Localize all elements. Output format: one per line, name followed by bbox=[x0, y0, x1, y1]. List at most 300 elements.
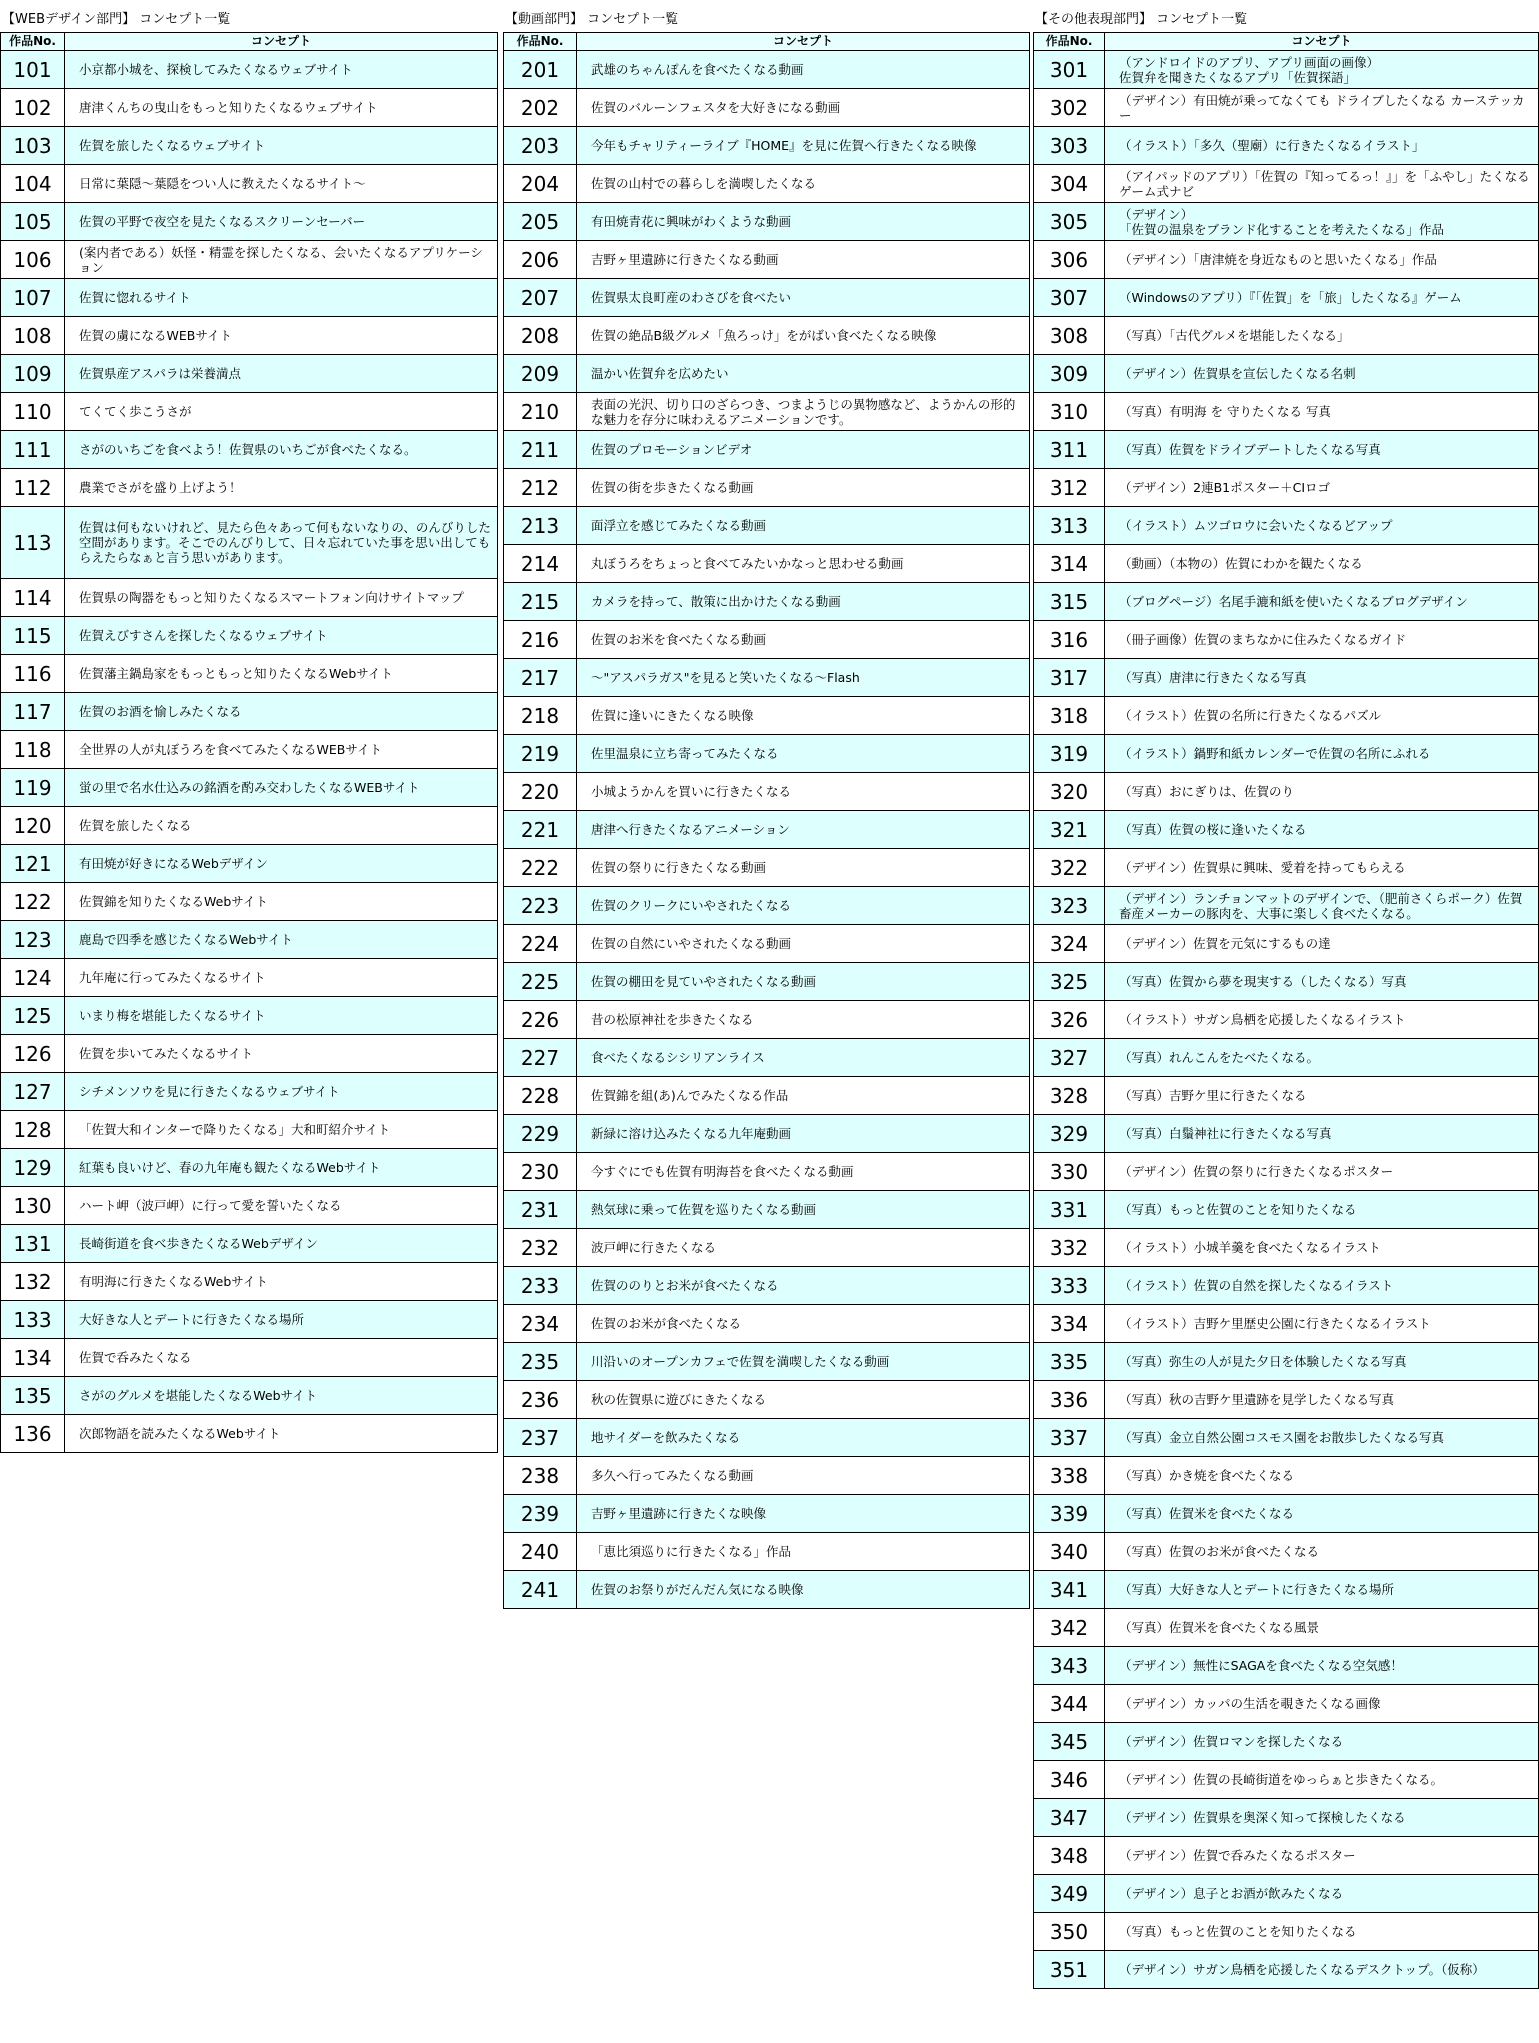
table-row bbox=[504, 1115, 1030, 1153]
concept-text: 佐賀で呑みたくなる bbox=[65, 1339, 498, 1377]
table-row bbox=[1034, 1913, 1539, 1951]
concept-text: 佐賀のプロモーションビデオ bbox=[577, 431, 1030, 469]
table-row bbox=[504, 355, 1030, 393]
concept-text: （写真）秋の吉野ケ里遺跡を見学したくなる写真 bbox=[1105, 1381, 1539, 1419]
work-number: 134 bbox=[1, 1339, 65, 1377]
table-row bbox=[1034, 1495, 1539, 1533]
concept-text: さがのいちごを食べよう！佐賀県のいちごが食べたくなる。 bbox=[65, 431, 498, 469]
table-row bbox=[1, 769, 498, 807]
concept-text: 佐賀は何もないけれど、見たら色々あって何もないなりの、のんびりした空間があります。そこでのんびりして、日々忘れていた事を思い出してもらえたらなぁと言う思いがあります。 bbox=[65, 507, 498, 579]
work-number: 208 bbox=[504, 317, 577, 355]
concept-text: 佐賀県の陶器をもっと知りたくなるスマートフォン向けサイトマップ bbox=[65, 579, 498, 617]
work-number: 119 bbox=[1, 769, 65, 807]
concept-text: （デザイン）佐賀県に興味、愛着を持ってもらえる bbox=[1105, 849, 1539, 887]
work-number: 348 bbox=[1034, 1837, 1105, 1875]
work-number: 331 bbox=[1034, 1191, 1105, 1229]
work-number: 133 bbox=[1, 1301, 65, 1339]
concept-text: 佐賀のお酒を愉しみたくなる bbox=[65, 693, 498, 731]
work-number: 213 bbox=[504, 507, 577, 545]
concept-text: 次郎物語を読みたくなるWebサイト bbox=[65, 1415, 498, 1453]
work-number: 312 bbox=[1034, 469, 1105, 507]
concept-text: （デザイン）佐賀の祭りに行きたくなるポスター bbox=[1105, 1153, 1539, 1191]
concept-text: （デザイン）佐賀を元気にするもの達 bbox=[1105, 925, 1539, 963]
work-number: 330 bbox=[1034, 1153, 1105, 1191]
work-number: 341 bbox=[1034, 1571, 1105, 1609]
table-row bbox=[1, 203, 498, 241]
concept-text: （デザイン）佐賀で呑みたくなるポスター bbox=[1105, 1837, 1539, 1875]
concept-text: 佐賀県産アスパラは栄養満点 bbox=[65, 355, 498, 393]
work-number: 106 bbox=[1, 241, 65, 279]
header-concept: コンセプト bbox=[65, 33, 498, 51]
work-number: 117 bbox=[1, 693, 65, 731]
work-number: 329 bbox=[1034, 1115, 1105, 1153]
concept-text: 佐賀の祭りに行きたくなる動画 bbox=[577, 849, 1030, 887]
table-row bbox=[1, 317, 498, 355]
concept-text: 佐賀の自然にいやされたくなる動画 bbox=[577, 925, 1030, 963]
table-row bbox=[1, 579, 498, 617]
other-expression-section bbox=[1033, 8, 1539, 1989]
table-row bbox=[1034, 165, 1539, 203]
concept-text: てくてく歩こうさが bbox=[65, 393, 498, 431]
concept-text: 紅葉も良いけど、春の九年庵も観たくなるWebサイト bbox=[65, 1149, 498, 1187]
table-row bbox=[1, 355, 498, 393]
table-row bbox=[1034, 925, 1539, 963]
concept-text: 佐賀のクリークにいやされたくなる bbox=[577, 887, 1030, 925]
table-row bbox=[1034, 1761, 1539, 1799]
concept-text: 鹿島で四季を感じたくなるWebサイト bbox=[65, 921, 498, 959]
work-number: 126 bbox=[1, 1035, 65, 1073]
work-number: 334 bbox=[1034, 1305, 1105, 1343]
concept-text: （イラスト）佐賀の自然を探したくなるイラスト bbox=[1105, 1267, 1539, 1305]
table-row bbox=[1034, 469, 1539, 507]
work-number: 351 bbox=[1034, 1951, 1105, 1989]
table-row bbox=[504, 507, 1030, 545]
concept-text: （写真）唐津に行きたくなる写真 bbox=[1105, 659, 1539, 697]
work-number: 216 bbox=[504, 621, 577, 659]
work-number: 225 bbox=[504, 963, 577, 1001]
header-concept: コンセプト bbox=[577, 33, 1030, 51]
table-row bbox=[504, 317, 1030, 355]
work-number: 343 bbox=[1034, 1647, 1105, 1685]
work-number: 228 bbox=[504, 1077, 577, 1115]
work-number: 105 bbox=[1, 203, 65, 241]
table-row bbox=[504, 849, 1030, 887]
table-row bbox=[1034, 1799, 1539, 1837]
concept-text: 佐賀のお祭りがだんだん気になる映像 bbox=[577, 1571, 1030, 1609]
work-number: 226 bbox=[504, 1001, 577, 1039]
table-row bbox=[1, 89, 498, 127]
work-number: 238 bbox=[504, 1457, 577, 1495]
work-number: 113 bbox=[1, 507, 65, 579]
work-number: 310 bbox=[1034, 393, 1105, 431]
work-number: 237 bbox=[504, 1419, 577, 1457]
concept-text: （冊子画像）佐賀のまちなかに住みたくなるガイド bbox=[1105, 621, 1539, 659]
work-number: 130 bbox=[1, 1187, 65, 1225]
table-row bbox=[1, 1073, 498, 1111]
work-number: 135 bbox=[1, 1377, 65, 1415]
work-number: 317 bbox=[1034, 659, 1105, 697]
work-number: 205 bbox=[504, 203, 577, 241]
work-number: 328 bbox=[1034, 1077, 1105, 1115]
concept-table bbox=[1033, 32, 1539, 1989]
table-row bbox=[1, 1339, 498, 1377]
work-number: 110 bbox=[1, 393, 65, 431]
work-number: 221 bbox=[504, 811, 577, 849]
concept-text: 佐賀錦を知りたくなるWebサイト bbox=[65, 883, 498, 921]
concept-text: （写真）有明海 を 守りたくなる 写真 bbox=[1105, 393, 1539, 431]
work-number: 209 bbox=[504, 355, 577, 393]
work-number: 116 bbox=[1, 655, 65, 693]
work-number: 122 bbox=[1, 883, 65, 921]
work-number: 308 bbox=[1034, 317, 1105, 355]
section-title: 【その他表現部門】 コンセプト一覧 bbox=[1035, 12, 1248, 27]
work-number: 325 bbox=[1034, 963, 1105, 1001]
table-row bbox=[504, 1267, 1030, 1305]
work-number: 337 bbox=[1034, 1419, 1105, 1457]
header-work-no: 作品No. bbox=[504, 33, 577, 51]
work-number: 320 bbox=[1034, 773, 1105, 811]
concept-text: 新緑に溶け込みたくなる九年庵動画 bbox=[577, 1115, 1030, 1153]
concept-text: 佐賀の平野で夜空を見たくなるスクリーンセーバー bbox=[65, 203, 498, 241]
table-row bbox=[504, 127, 1030, 165]
work-number: 327 bbox=[1034, 1039, 1105, 1077]
concept-text: （写真）佐賀をドライブデートしたくなる写真 bbox=[1105, 431, 1539, 469]
table-row bbox=[1034, 1039, 1539, 1077]
concept-text: ～"アスパラガス"を見ると笑いたくなる～Flash bbox=[577, 659, 1030, 697]
table-row bbox=[1034, 1229, 1539, 1267]
work-number: 103 bbox=[1, 127, 65, 165]
table-row bbox=[1, 1263, 498, 1301]
concept-text: 佐賀ののりとお米が食べたくなる bbox=[577, 1267, 1030, 1305]
concept-text: 九年庵に行ってみたくなるサイト bbox=[65, 959, 498, 997]
concept-text: 全世界の人が丸ぼうろを食べてみたくなるWEBサイト bbox=[65, 731, 498, 769]
table-row bbox=[1034, 1875, 1539, 1913]
concept-text: （デザイン）有田焼が乗ってなくても ドライブしたくなる カーステッカー bbox=[1105, 89, 1539, 127]
table-row bbox=[1, 997, 498, 1035]
table-row bbox=[504, 165, 1030, 203]
concept-text: (案内者である）妖怪・精霊を探したくなる、会いたくなるアプリケーション bbox=[65, 241, 498, 279]
section-title: 【WEBデザイン部門】 コンセプト一覧 bbox=[2, 12, 231, 27]
work-number: 307 bbox=[1034, 279, 1105, 317]
table-row bbox=[504, 1381, 1030, 1419]
concept-text: 川沿いのオープンカフェで佐賀を満喫したくなる動画 bbox=[577, 1343, 1030, 1381]
table-row bbox=[1034, 621, 1539, 659]
table-row bbox=[504, 1305, 1030, 1343]
concept-text: 丸ぼうろをちょっと食べてみたいかなっと思わせる動画 bbox=[577, 545, 1030, 583]
concept-text: （デザイン）「唐津焼を身近なものと思いたくなる」作品 bbox=[1105, 241, 1539, 279]
table-row bbox=[504, 1153, 1030, 1191]
table-row bbox=[1034, 659, 1539, 697]
concept-text: 有明海に行きたくなるWebサイト bbox=[65, 1263, 498, 1301]
concept-text: （写真）佐賀米を食べたくなる風景 bbox=[1105, 1609, 1539, 1647]
table-row bbox=[1034, 1951, 1539, 1989]
work-number: 215 bbox=[504, 583, 577, 621]
concept-text: （イラスト）鍋野和紙カレンダーで佐賀の名所にふれる bbox=[1105, 735, 1539, 773]
work-number: 324 bbox=[1034, 925, 1105, 963]
table-row bbox=[504, 1077, 1030, 1115]
concept-text: 佐賀のバルーンフェスタを大好きになる動画 bbox=[577, 89, 1030, 127]
concept-text: （デザイン）佐賀県を宣伝したくなる名刺 bbox=[1105, 355, 1539, 393]
concept-text: （デザイン）2連B1ポスター＋CIロゴ bbox=[1105, 469, 1539, 507]
table-row bbox=[1, 959, 498, 997]
work-number: 340 bbox=[1034, 1533, 1105, 1571]
concept-text: 唐津へ行きたくなるアニメーション bbox=[577, 811, 1030, 849]
table-row bbox=[1, 845, 498, 883]
table-row bbox=[1034, 773, 1539, 811]
concept-text: 佐賀を旅したくなる bbox=[65, 807, 498, 845]
concept-text: （Windowsのアプリ）『「佐賀」を「旅」したくなる』ゲーム bbox=[1105, 279, 1539, 317]
work-number: 128 bbox=[1, 1111, 65, 1149]
concept-text: 日常に葉隠～葉隠をつい人に教えたくなるサイト～ bbox=[65, 165, 498, 203]
table-row bbox=[1034, 127, 1539, 165]
table-row bbox=[1, 51, 498, 89]
work-number: 212 bbox=[504, 469, 577, 507]
table-row bbox=[504, 1495, 1030, 1533]
table-row bbox=[1, 617, 498, 655]
concept-text: （デザイン）無性にSAGAを食べたくなる空気感！ bbox=[1105, 1647, 1539, 1685]
concept-text: さがのグルメを堪能したくなるWebサイト bbox=[65, 1377, 498, 1415]
work-number: 230 bbox=[504, 1153, 577, 1191]
table-row bbox=[504, 1343, 1030, 1381]
work-number: 336 bbox=[1034, 1381, 1105, 1419]
concept-text: 波戸岬に行きたくなる bbox=[577, 1229, 1030, 1267]
table-row bbox=[1034, 887, 1539, 925]
table-row bbox=[1, 1035, 498, 1073]
table-row bbox=[1, 127, 498, 165]
table-row bbox=[504, 1533, 1030, 1571]
work-number: 114 bbox=[1, 579, 65, 617]
work-number: 311 bbox=[1034, 431, 1105, 469]
concept-text: （イラスト）吉野ケ里歴史公園に行きたくなるイラスト bbox=[1105, 1305, 1539, 1343]
work-number: 108 bbox=[1, 317, 65, 355]
concept-text: （アンドロイドのアプリ、アプリ画面の画像） 佐賀弁を聞きたくなるアプリ「佐賀探語」 bbox=[1105, 51, 1539, 89]
work-number: 125 bbox=[1, 997, 65, 1035]
concept-text: （写真）れんこんをたべたくなる。 bbox=[1105, 1039, 1539, 1077]
table-row bbox=[504, 279, 1030, 317]
table-row bbox=[1034, 545, 1539, 583]
table-row bbox=[1034, 1457, 1539, 1495]
work-number: 222 bbox=[504, 849, 577, 887]
work-number: 301 bbox=[1034, 51, 1105, 89]
concept-text: （イラスト）サガン鳥栖を応援したくなるイラスト bbox=[1105, 1001, 1539, 1039]
table-row bbox=[504, 1229, 1030, 1267]
work-number: 303 bbox=[1034, 127, 1105, 165]
concept-text: （写真）佐賀米を食べたくなる bbox=[1105, 1495, 1539, 1533]
concept-text: 蛍の里で名水仕込みの銘酒を酌み交わしたくなるWEBサイト bbox=[65, 769, 498, 807]
table-row bbox=[1, 1377, 498, 1415]
concept-text: 唐津くんちの曳山をもっと知りたくなるウェブサイト bbox=[65, 89, 498, 127]
work-number: 207 bbox=[504, 279, 577, 317]
section-title: 【動画部門】 コンセプト一覧 bbox=[505, 12, 679, 27]
work-number: 350 bbox=[1034, 1913, 1105, 1951]
concept-text: 小京都小城を、探検してみたくなるウェブサイト bbox=[65, 51, 498, 89]
concept-text: 佐賀に逢いにきたくなる映像 bbox=[577, 697, 1030, 735]
concept-text: 佐賀藩主鍋島家をもっともっと知りたくなるWebサイト bbox=[65, 655, 498, 693]
table-row bbox=[504, 925, 1030, 963]
table-row bbox=[504, 887, 1030, 925]
work-number: 123 bbox=[1, 921, 65, 959]
concept-text: 「佐賀大和インターで降りたくなる」大和町紹介サイト bbox=[65, 1111, 498, 1149]
concept-text: （デザイン）カッパの生活を覗きたくなる画像 bbox=[1105, 1685, 1539, 1723]
table-row bbox=[504, 1191, 1030, 1229]
concept-text: （デザイン）佐賀ロマンを探したくなる bbox=[1105, 1723, 1539, 1761]
concept-text: 長崎街道を食べ歩きたくなるWebデザイン bbox=[65, 1225, 498, 1263]
concept-text: （写真）おにぎりは、佐賀のり bbox=[1105, 773, 1539, 811]
concept-text: 多久へ行ってみたくなる動画 bbox=[577, 1457, 1030, 1495]
table-row bbox=[504, 659, 1030, 697]
work-number: 224 bbox=[504, 925, 577, 963]
table-row bbox=[1034, 1723, 1539, 1761]
table-row bbox=[1, 921, 498, 959]
work-number: 227 bbox=[504, 1039, 577, 1077]
table-row bbox=[1034, 849, 1539, 887]
table-row bbox=[1, 1225, 498, 1263]
concept-text: 佐賀の山村での暮らしを満喫したくなる bbox=[577, 165, 1030, 203]
concept-text: 武雄のちゃんぽんを食べたくなる動画 bbox=[577, 51, 1030, 89]
work-number: 102 bbox=[1, 89, 65, 127]
concept-text: ハート岬（波戸岬）に行って愛を誓いたくなる bbox=[65, 1187, 498, 1225]
concept-text: （デザイン）佐賀県を奥深く知って探検したくなる bbox=[1105, 1799, 1539, 1837]
table-row bbox=[504, 1039, 1030, 1077]
work-number: 129 bbox=[1, 1149, 65, 1187]
concept-text: （写真）もっと佐賀のことを知りたくなる bbox=[1105, 1191, 1539, 1229]
concept-text: 佐賀県太良町産のわさびを食べたい bbox=[577, 279, 1030, 317]
concept-text: （デザイン） 「佐賀の温泉をブランド化することを考えたくなる」作品 bbox=[1105, 203, 1539, 241]
table-row bbox=[1, 279, 498, 317]
concept-text: （写真）もっと佐賀のことを知りたくなる bbox=[1105, 1913, 1539, 1951]
concept-text: 佐賀を歩いてみたくなるサイト bbox=[65, 1035, 498, 1073]
work-number: 234 bbox=[504, 1305, 577, 1343]
work-number: 239 bbox=[504, 1495, 577, 1533]
concept-text: （写真）佐賀の桜に逢いたくなる bbox=[1105, 811, 1539, 849]
concept-text: 佐賀の虜になるWEBサイト bbox=[65, 317, 498, 355]
concept-text: 今すぐにでも佐賀有明海苔を食べたくなる動画 bbox=[577, 1153, 1030, 1191]
table-row bbox=[1034, 1115, 1539, 1153]
table-row bbox=[504, 773, 1030, 811]
table-row bbox=[1, 1111, 498, 1149]
table-row bbox=[1034, 811, 1539, 849]
work-number: 347 bbox=[1034, 1799, 1105, 1837]
table-row bbox=[1034, 1419, 1539, 1457]
work-number: 229 bbox=[504, 1115, 577, 1153]
concept-text: （写真）弥生の人が見た夕日を体験したくなる写真 bbox=[1105, 1343, 1539, 1381]
concept-text: 農業でさがを盛り上げよう！ bbox=[65, 469, 498, 507]
table-row bbox=[1, 393, 498, 431]
work-number: 321 bbox=[1034, 811, 1105, 849]
concept-text: （デザイン）ランチョンマットのデザインで、（肥前さくらポーク）佐賀畜産メーカーの豚肉を、大事に楽しく食べたくなる。 bbox=[1105, 887, 1539, 925]
concept-text: （動画）（本物の）佐賀にわかを観たくなる bbox=[1105, 545, 1539, 583]
work-number: 240 bbox=[504, 1533, 577, 1571]
concept-text: 佐賀のお米を食べたくなる動画 bbox=[577, 621, 1030, 659]
table-row bbox=[1034, 1001, 1539, 1039]
table-row bbox=[1034, 963, 1539, 1001]
work-number: 101 bbox=[1, 51, 65, 89]
work-number: 345 bbox=[1034, 1723, 1105, 1761]
work-number: 233 bbox=[504, 1267, 577, 1305]
work-number: 322 bbox=[1034, 849, 1105, 887]
concept-text: （イラスト）佐賀の名所に行きたくなるパズル bbox=[1105, 697, 1539, 735]
concept-table bbox=[503, 32, 1030, 1609]
table-row bbox=[504, 545, 1030, 583]
concept-text: 佐賀の街を歩きたくなる動画 bbox=[577, 469, 1030, 507]
table-row bbox=[1034, 1153, 1539, 1191]
work-number: 217 bbox=[504, 659, 577, 697]
table-row bbox=[1034, 1685, 1539, 1723]
work-number: 335 bbox=[1034, 1343, 1105, 1381]
work-number: 115 bbox=[1, 617, 65, 655]
table-row bbox=[504, 1001, 1030, 1039]
concept-text: （写真）佐賀から夢を現実する（したくなる）写真 bbox=[1105, 963, 1539, 1001]
table-row bbox=[1034, 279, 1539, 317]
concept-text: 今年もチャリティーライブ『HOME』を見に佐賀へ行きたくなる映像 bbox=[577, 127, 1030, 165]
work-number: 333 bbox=[1034, 1267, 1105, 1305]
work-number: 306 bbox=[1034, 241, 1105, 279]
work-number: 344 bbox=[1034, 1685, 1105, 1723]
table-row bbox=[1, 469, 498, 507]
work-number: 316 bbox=[1034, 621, 1105, 659]
work-number: 201 bbox=[504, 51, 577, 89]
table-row bbox=[1034, 1533, 1539, 1571]
table-row bbox=[1034, 735, 1539, 773]
concept-text: 昔の松原神社を歩きたくなる bbox=[577, 1001, 1030, 1039]
concept-text: 吉野ヶ里遺跡に行きたくなる動画 bbox=[577, 241, 1030, 279]
table-row bbox=[1034, 507, 1539, 545]
work-number: 124 bbox=[1, 959, 65, 997]
table-row bbox=[1, 507, 498, 579]
work-number: 223 bbox=[504, 887, 577, 925]
work-number: 127 bbox=[1, 1073, 65, 1111]
table-row bbox=[1034, 393, 1539, 431]
concept-text: いまり梅を堪能したくなるサイト bbox=[65, 997, 498, 1035]
concept-text: 面浮立を感じてみたくなる動画 bbox=[577, 507, 1030, 545]
work-number: 109 bbox=[1, 355, 65, 393]
work-number: 349 bbox=[1034, 1875, 1105, 1913]
concept-text: 佐賀の棚田を見ていやされたくなる動画 bbox=[577, 963, 1030, 1001]
table-row bbox=[1, 1149, 498, 1187]
table-row bbox=[504, 393, 1030, 431]
work-number: 346 bbox=[1034, 1761, 1105, 1799]
work-number: 315 bbox=[1034, 583, 1105, 621]
concept-text: 小城ようかんを買いに行きたくなる bbox=[577, 773, 1030, 811]
table-row bbox=[504, 735, 1030, 773]
concept-text: （写真）大好きな人とデートに行きたくなる場所 bbox=[1105, 1571, 1539, 1609]
concept-text: 吉野ヶ里遺跡に行きたくな映像 bbox=[577, 1495, 1030, 1533]
work-number: 220 bbox=[504, 773, 577, 811]
concept-table bbox=[0, 32, 498, 1453]
table-row bbox=[1034, 241, 1539, 279]
table-row bbox=[1, 165, 498, 203]
table-row bbox=[504, 89, 1030, 127]
concept-text: 大好きな人とデートに行きたくなる場所 bbox=[65, 1301, 498, 1339]
table-row bbox=[504, 811, 1030, 849]
work-number: 121 bbox=[1, 845, 65, 883]
work-number: 214 bbox=[504, 545, 577, 583]
work-number: 326 bbox=[1034, 1001, 1105, 1039]
work-number: 231 bbox=[504, 1191, 577, 1229]
concept-text: 佐賀を旅したくなるウェブサイト bbox=[65, 127, 498, 165]
work-number: 107 bbox=[1, 279, 65, 317]
work-number: 136 bbox=[1, 1415, 65, 1453]
web-design-section bbox=[0, 8, 498, 1453]
work-number: 235 bbox=[504, 1343, 577, 1381]
work-number: 204 bbox=[504, 165, 577, 203]
work-number: 313 bbox=[1034, 507, 1105, 545]
work-number: 232 bbox=[504, 1229, 577, 1267]
work-number: 131 bbox=[1, 1225, 65, 1263]
work-number: 210 bbox=[504, 393, 577, 431]
table-row bbox=[504, 51, 1030, 89]
work-number: 309 bbox=[1034, 355, 1105, 393]
